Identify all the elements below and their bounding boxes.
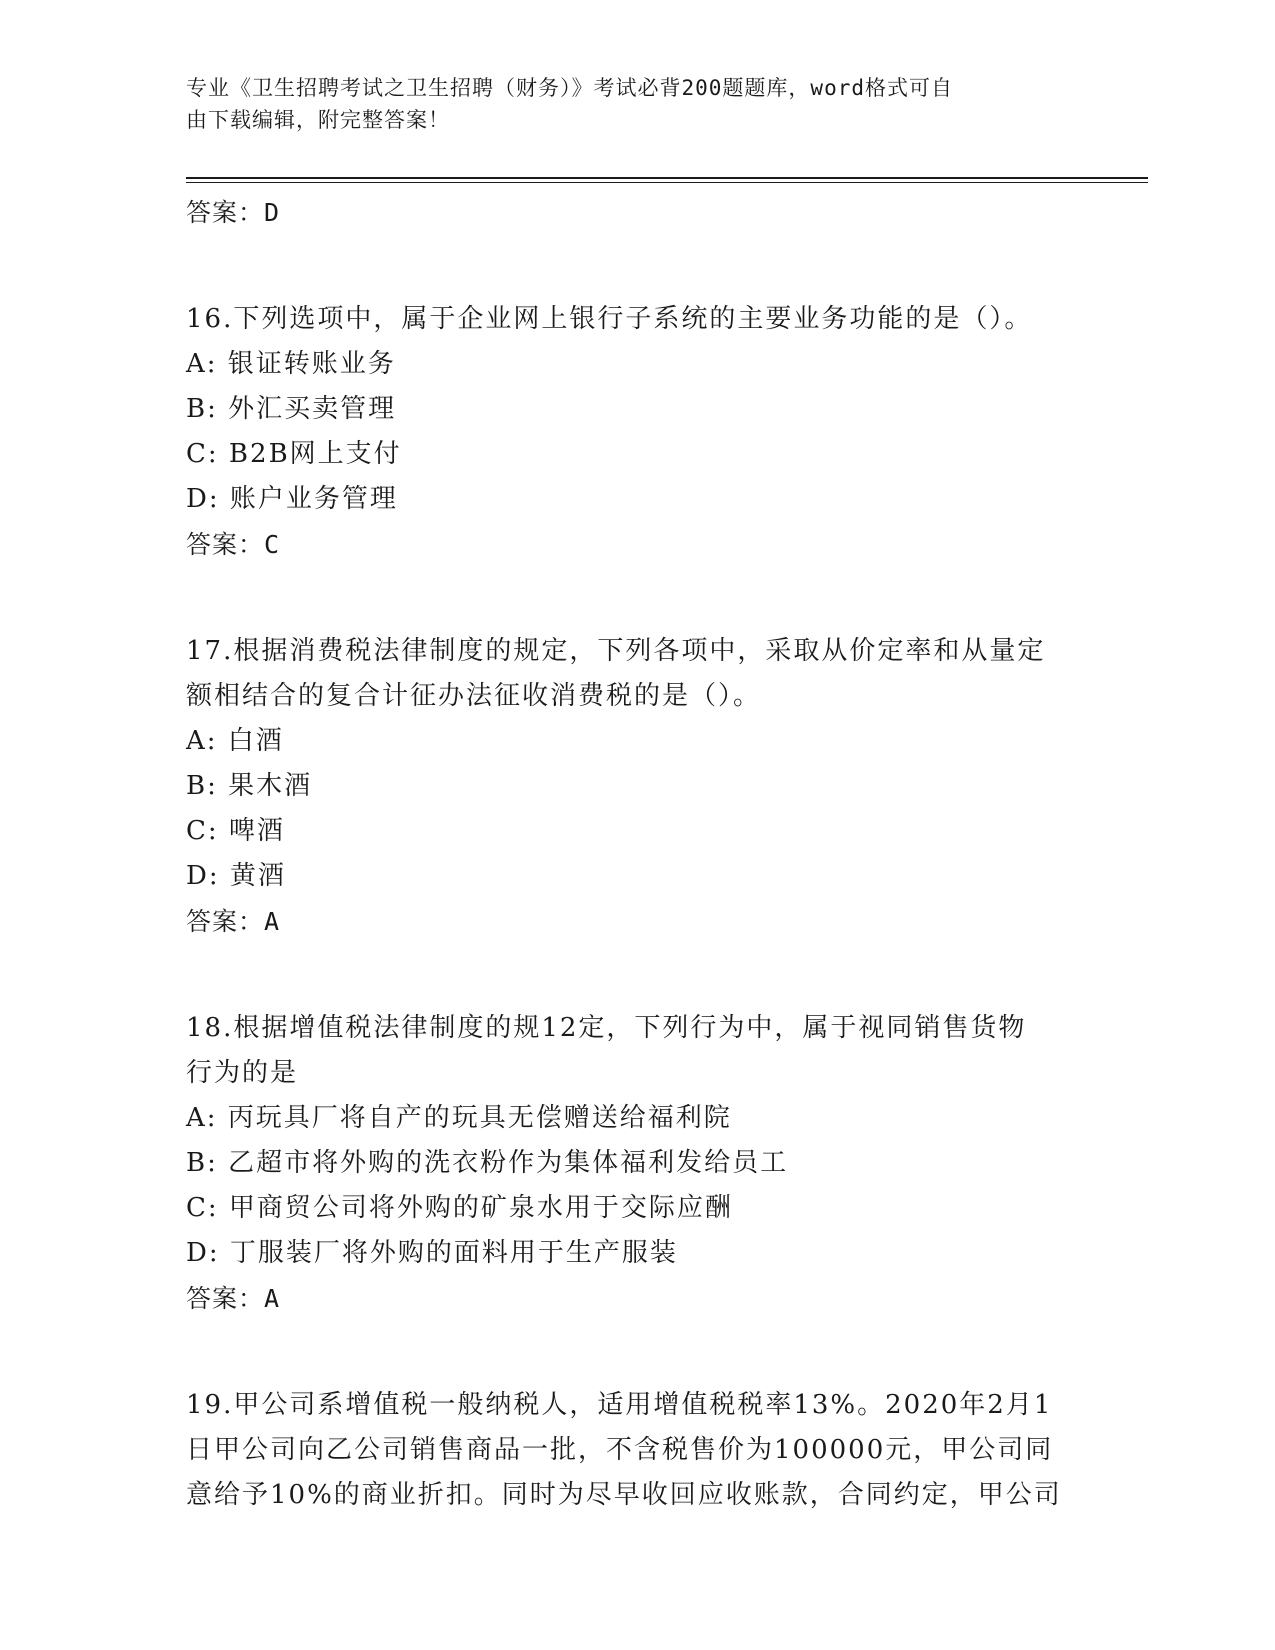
question-stem-line: 18.根据增值税法律制度的规12定，下列行为中，属于视同销售货物 — [186, 1013, 1027, 1043]
question-19 — [186, 1383, 1086, 1518]
header-rule — [186, 177, 1148, 179]
document-body — [186, 187, 1086, 1518]
option-b: B: 果木酒 — [186, 771, 313, 801]
option-b: B: 乙超市将外购的洗衣粉作为集体福利发给员工 — [186, 1148, 789, 1178]
question-stem-line: 17.根据消费税法律制度的规定，下列各项中，采取从价定率和从量定 — [186, 636, 1046, 666]
answer-line: 答案：A — [186, 907, 281, 936]
question-17 — [186, 629, 1086, 944]
header-line-2: 由下载编辑，附完整答案！ — [186, 108, 450, 132]
option-c: C: 甲商贸公司将外购的矿泉水用于交际应酬 — [186, 1193, 733, 1223]
question-16 — [186, 297, 1086, 567]
question-18 — [186, 1006, 1086, 1321]
option-d: D: 黄酒 — [186, 861, 286, 891]
question-stem-line: 16.下列选项中，属于企业网上银行子系统的主要业务功能的是（）。 — [186, 304, 1033, 334]
question-stem-line: 额相结合的复合计征办法征收消费税的是（）。 — [186, 681, 762, 711]
option-c: C: 啤酒 — [186, 816, 285, 846]
option-d: D: 账户业务管理 — [186, 484, 398, 514]
option-a: A: 白酒 — [186, 726, 284, 756]
header-rule-thin — [186, 182, 1148, 183]
answer-line: 答案：A — [186, 1284, 281, 1313]
option-c: C: B2B网上支付 — [186, 439, 402, 469]
option-b: B: 外汇买卖管理 — [186, 394, 397, 424]
option-a: A: 银证转账业务 — [186, 349, 396, 379]
page-header — [186, 72, 1066, 136]
question-stem-line: 日甲公司向乙公司销售商品一批，不含税售价为100000元，甲公司同 — [186, 1435, 1054, 1465]
option-a: A: 丙玩具厂将自产的玩具无偿赠送给福利院 — [186, 1103, 732, 1133]
option-d: D: 丁服装厂将外购的面料用于生产服装 — [186, 1238, 678, 1268]
question-stem-line: 19.甲公司系增值税一般纳税人，适用增值税税率13%。2020年2月1 — [186, 1390, 1053, 1420]
answer-line: 答案：D — [186, 198, 281, 227]
question-stem-line: 行为的是 — [186, 1058, 299, 1088]
question-stem-line: 意给予10%的商业折扣。同时为尽早收回应收账款，合同约定，甲公司 — [186, 1480, 1062, 1510]
answer-line: 答案：C — [186, 530, 281, 559]
header-line-1: 专业《卫生招聘考试之卫生招聘（财务）》考试必背200题题库，word格式可自 — [186, 76, 953, 100]
